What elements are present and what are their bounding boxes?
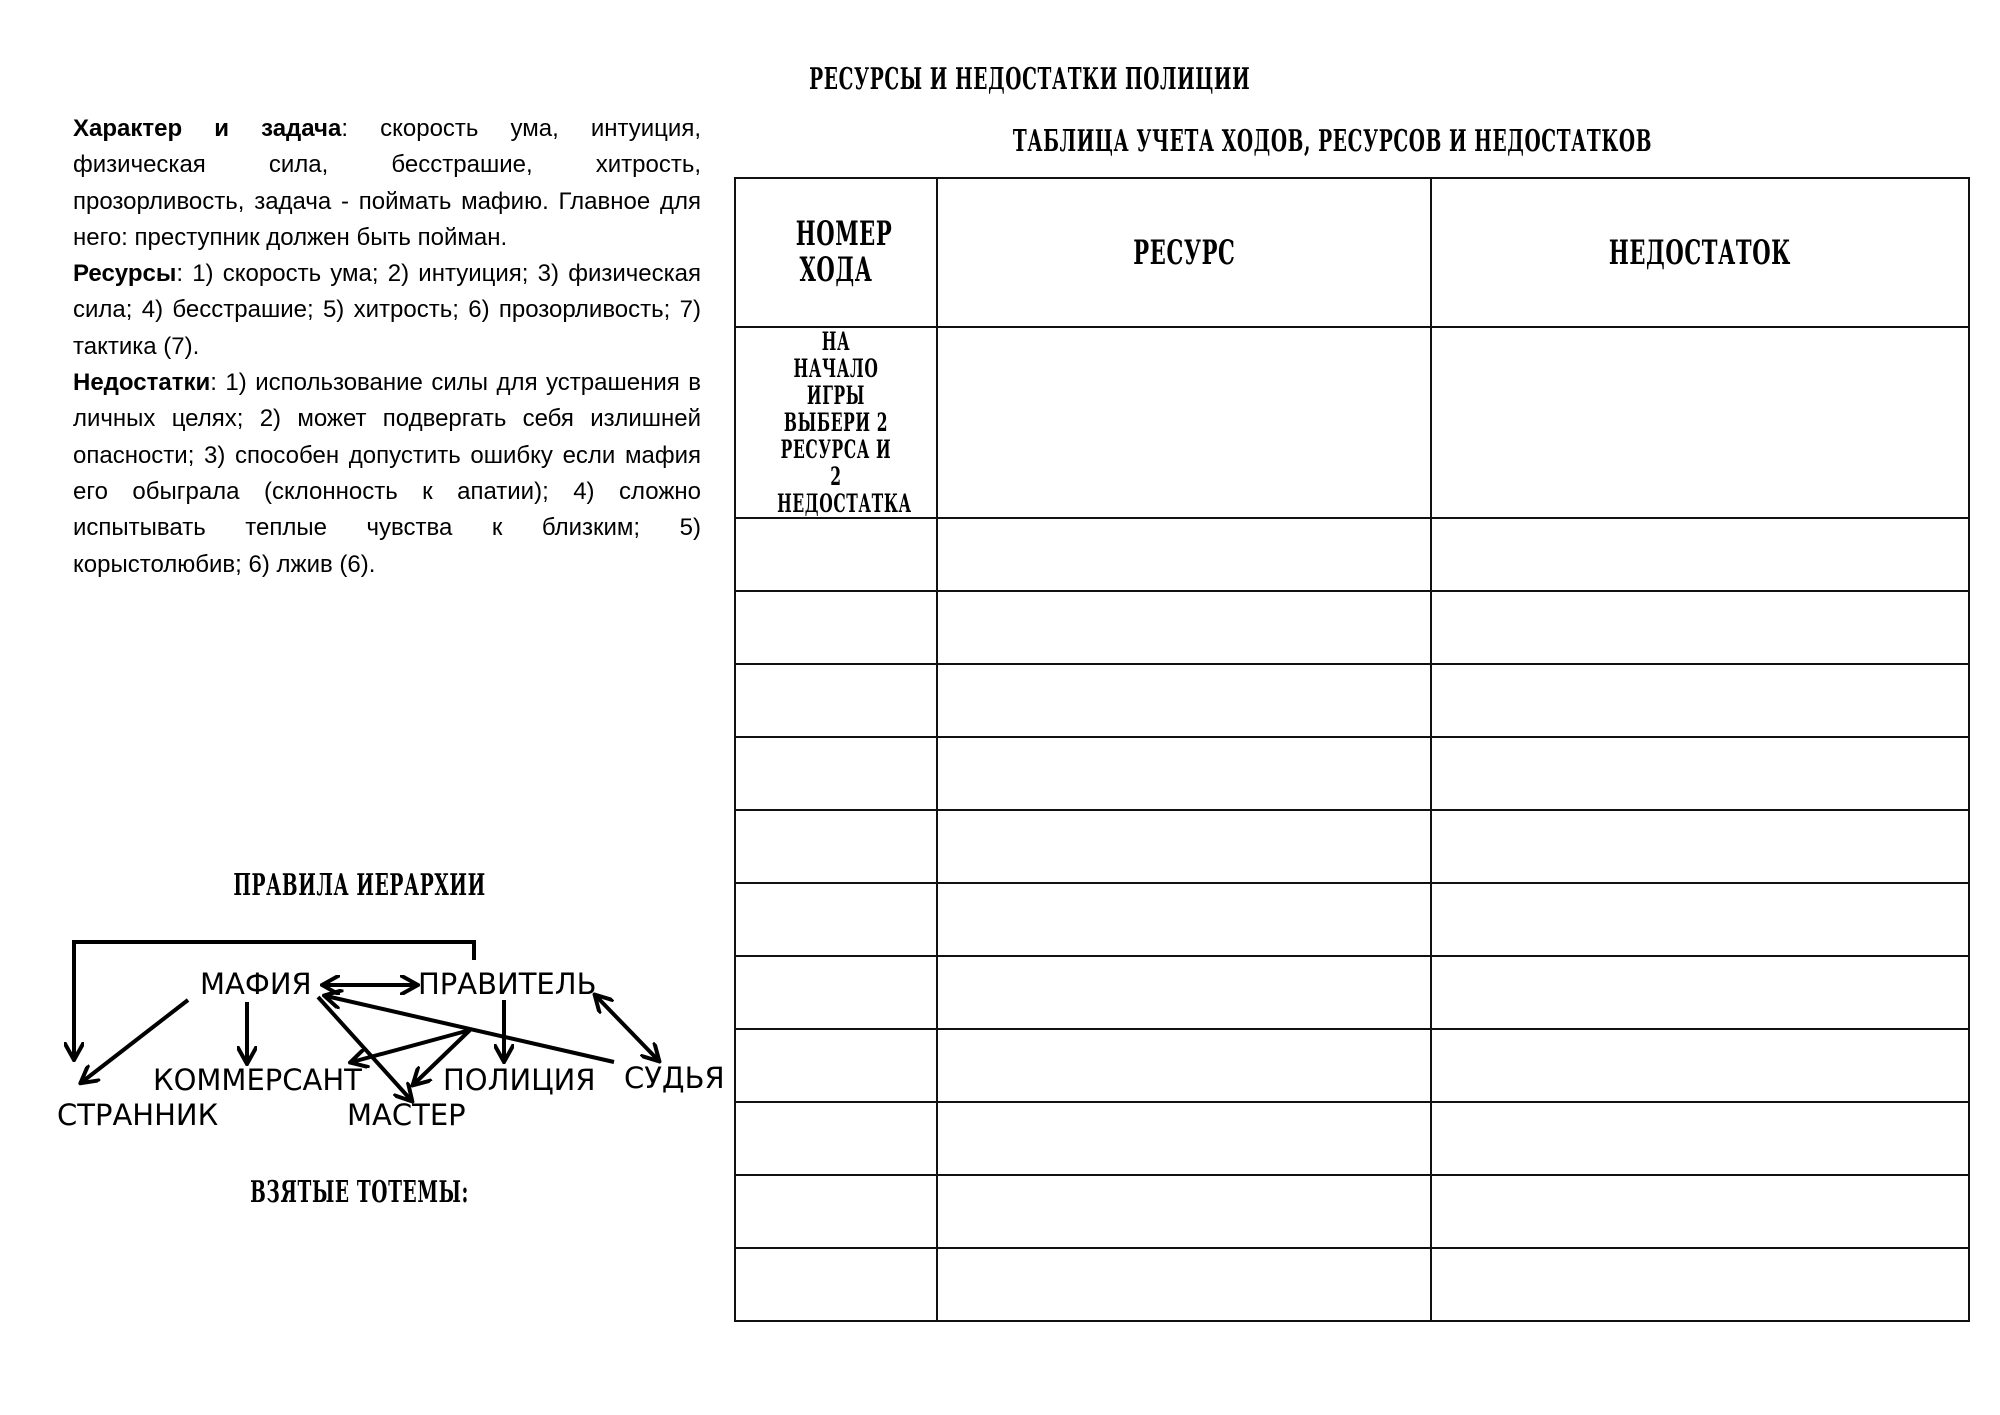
resource-cell[interactable] <box>937 518 1431 591</box>
flaw-cell[interactable] <box>1431 1029 1969 1102</box>
character-paragraph <box>73 111 701 256</box>
resource-cell[interactable] <box>937 1029 1431 1102</box>
resource-cell[interactable] <box>937 591 1431 664</box>
table-row <box>735 591 1969 664</box>
header-turn-number: НОМЕР ХОДА <box>735 178 937 327</box>
table-row <box>735 327 1969 518</box>
table-header-row <box>735 178 1969 327</box>
flaw-cell[interactable] <box>1431 664 1969 737</box>
node-mafia: МАФИЯ <box>200 967 312 1001</box>
character-description <box>73 111 701 583</box>
table-row <box>735 1102 1969 1175</box>
resource-cell[interactable] <box>937 327 1431 518</box>
node-master: МАСТЕР <box>347 1098 466 1132</box>
character-label: Характер и задача <box>73 115 342 142</box>
resource-cell[interactable] <box>937 737 1431 810</box>
table-row <box>735 1248 1969 1321</box>
table-row <box>735 810 1969 883</box>
turn-log-table <box>734 177 1970 1322</box>
flaw-cell[interactable] <box>1431 1102 1969 1175</box>
flaw-cell[interactable] <box>1431 883 1969 956</box>
table-row <box>735 1029 1969 1102</box>
node-judge: СУДЬЯ <box>624 1061 725 1095</box>
node-ruler: ПРАВИТЕЛЬ <box>418 967 597 1001</box>
table-row <box>735 737 1969 810</box>
node-wanderer: СТРАННИК <box>57 1098 219 1132</box>
header-resource: РЕСУРС <box>937 178 1431 327</box>
resources-text: : 1) скорость ума; 2) интуиция; 3) физическая сила; 4) бесстрашие; 5) хитрость; 6) прозорливость; 7) тактика (7). <box>73 260 701 360</box>
hierarchy-diagram <box>0 900 730 1160</box>
flaws-paragraph <box>73 365 701 583</box>
node-police: ПОЛИЦИЯ <box>443 1063 596 1097</box>
resource-cell[interactable] <box>937 883 1431 956</box>
resource-cell[interactable] <box>937 956 1431 1029</box>
flaw-cell[interactable] <box>1431 737 1969 810</box>
table-row <box>735 956 1969 1029</box>
node-merchant: КОММЕРСАНТ <box>153 1063 362 1097</box>
flaw-cell[interactable] <box>1431 591 1969 664</box>
table-row <box>735 1175 1969 1248</box>
turn-cell[interactable] <box>735 518 937 591</box>
table-row <box>735 664 1969 737</box>
flaw-cell[interactable] <box>1431 810 1969 883</box>
turn-cell[interactable] <box>735 1029 937 1102</box>
flaw-cell[interactable] <box>1431 1175 1969 1248</box>
turn-cell[interactable] <box>735 956 937 1029</box>
turn-cell[interactable] <box>735 664 937 737</box>
turn-cell[interactable] <box>735 1175 937 1248</box>
flaw-cell[interactable] <box>1431 327 1969 518</box>
turn-cell[interactable] <box>735 1248 937 1321</box>
turn-cell[interactable] <box>735 737 937 810</box>
hierarchy-title: ПРАВИЛА ИЕРАРХИИ <box>233 868 487 903</box>
table-title: ТАБЛИЦА УЧЕТА ХОДОВ, РЕСУРСОВ И НЕДОСТАТКОВ <box>1012 124 1652 159</box>
flaw-cell[interactable] <box>1431 518 1969 591</box>
turn-cell[interactable] <box>735 883 937 956</box>
resource-cell[interactable] <box>937 1102 1431 1175</box>
totems-label: ВЗЯТЫЕ ТОТЕМЫ: <box>250 1175 470 1210</box>
resources-label: Ресурсы <box>73 260 177 288</box>
resources-paragraph <box>73 256 701 365</box>
header-flaw: НЕДОСТАТОК <box>1431 178 1969 327</box>
arrow-ruler-judge <box>596 996 658 1060</box>
turn-cell[interactable] <box>735 591 937 664</box>
flaws-label: Недостатки <box>73 369 211 397</box>
turn-cell[interactable] <box>735 810 937 883</box>
character-text: : скорость ума, интуиция, физическая сила, бесстрашие, хитрость, прозорливость, задача - поймать мафию. Главное для него: преступник должен быть пойман. <box>73 115 702 251</box>
table-row <box>735 883 1969 956</box>
table-row <box>735 518 1969 591</box>
resource-cell[interactable] <box>937 1175 1431 1248</box>
turn-cell-note: НА НАЧАЛО ИГРЫ ВЫБЕРИ 2 РЕСУРСА И 2 НЕДОСТАТКА <box>735 327 937 518</box>
flaw-cell[interactable] <box>1431 956 1969 1029</box>
flaw-cell[interactable] <box>1431 1248 1969 1321</box>
resource-cell[interactable] <box>937 664 1431 737</box>
turn-cell[interactable] <box>735 1102 937 1175</box>
resource-cell[interactable] <box>937 810 1431 883</box>
flaws-text: : 1) использование силы для устрашения в личных целях; 2) может подвергать себя излишней опасности; 3) способен допустить ошибку если мафия его обыграла (склонность к апатии); 4) сложно испытывать теплые чувства к близким; 5) корыстолюбив; 6) лжив (6). <box>73 369 701 578</box>
resource-cell[interactable] <box>937 1248 1431 1321</box>
page-title: РЕСУРСЫ И НЕДОСТАТКИ ПОЛИЦИИ <box>809 62 1251 97</box>
